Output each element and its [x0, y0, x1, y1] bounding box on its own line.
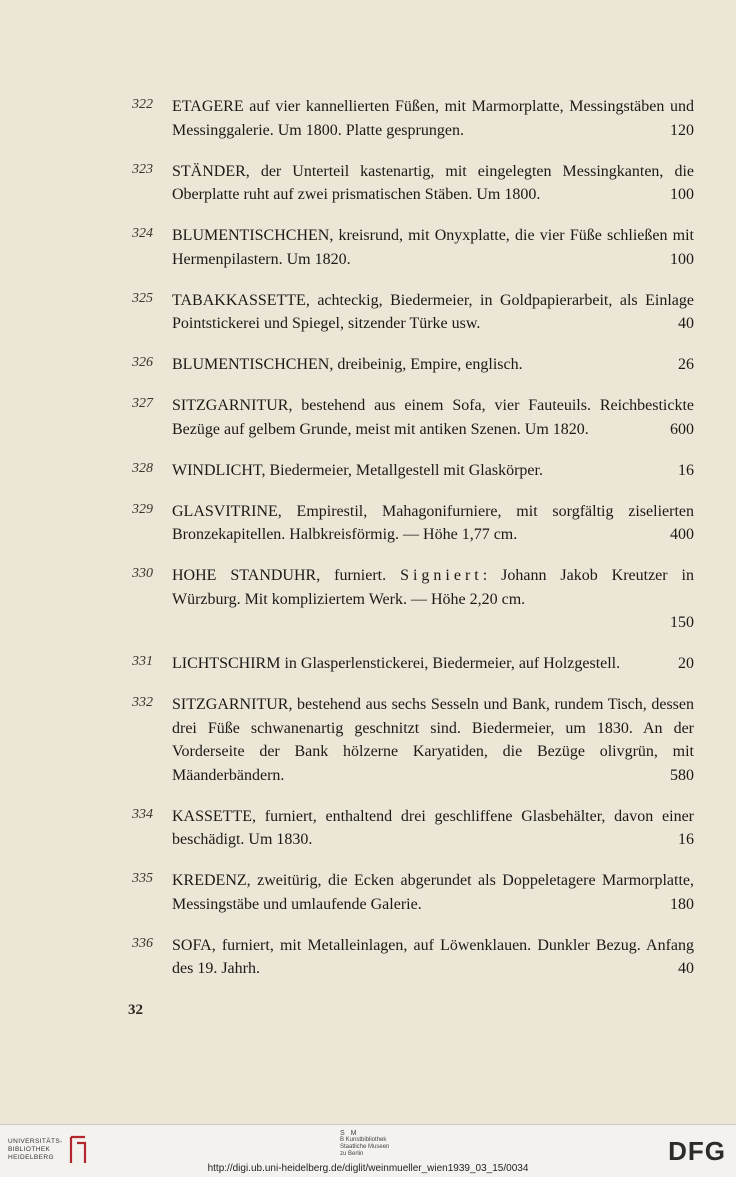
entry-description: SITZGARNITUR, bestehend aus einem Sofa, vier Fauteuils. Reichbestickte Bezüge auf gelbem Grunde, meist mit antiken Szenen. Um 1820.	[172, 397, 694, 438]
catalog-entry	[132, 564, 694, 635]
entry-description: TABAKKASSETTE, achteckig, Biedermeier, in Goldpapierarbeit, als Einlage Pointstickerei und Spiegel, sitzender Türke usw.	[172, 291, 694, 332]
entry-number: 330	[132, 566, 153, 581]
entry-number: 336	[132, 935, 153, 951]
entry-description-cont: : Johann Jakob Kreutzer in Würzburg. Mit kompliziertem Werk. — Höhe 2,20 cm.	[172, 567, 694, 608]
partner-museum-block	[340, 1130, 389, 1158]
catalog-entry	[132, 394, 694, 441]
entry-number: 327	[132, 396, 153, 411]
entry-description: ETAGERE auf vier kannellierten Füßen, mit Marmorplatte, Messingstäben und Messinggalerie. Um 1800. Platte gesprungen.	[172, 98, 694, 139]
library-emblem-icon	[67, 1135, 89, 1165]
partner-mark: S M	[340, 1130, 359, 1137]
partner-line: B Kunstbibliothek	[340, 1137, 387, 1143]
entry-number: 328	[132, 460, 153, 476]
entry-number: 323	[132, 161, 153, 177]
entry-description: BLUMENTISCHCHEN, dreibeinig, Empire, englisch.	[172, 356, 523, 373]
catalog-entry	[132, 95, 694, 142]
catalog-entry	[132, 869, 694, 916]
catalog-entry	[132, 160, 694, 207]
entry-price: 580	[670, 766, 694, 784]
dfg-logo[interactable]: DFG	[668, 1136, 726, 1166]
entry-price: 26	[678, 356, 694, 373]
catalog-entry	[132, 224, 694, 271]
entry-price: 40	[678, 960, 694, 977]
entry-number: 322	[132, 97, 153, 112]
entry-description: SOFA, furniert, mit Metalleinlagen, auf Löwenklauen. Dunkler Bezug. Anfang des 19. Jahrh.	[172, 936, 694, 977]
source-url-link[interactable]: http://digi.ub.uni-heidelberg.de/diglit/weinmueller_wien1939_03_15/0034	[207, 1163, 529, 1174]
entry-number: 326	[132, 355, 153, 370]
entry-price: 600	[670, 420, 694, 438]
entry-description: KASSETTE, furniert, enthaltend drei geschliffene Glasbehälter, davon einer beschädigt. Um 1830.	[172, 807, 694, 848]
entry-price: 150	[670, 614, 694, 631]
entry-number: 329	[132, 501, 153, 517]
catalog-entry	[132, 289, 694, 336]
entry-price: 16	[678, 461, 694, 479]
entry-price: 120	[670, 121, 694, 139]
entry-description: GLASVITRINE, Empirestil, Mahagonifurniere, mit sorgfältig ziselierten Bronzekapitellen. Halbkreisförmig. — Höhe 1,77 cm.	[172, 502, 694, 543]
entry-description: LICHTSCHIRM in Glasperlenstickerei, Biedermeier, auf Holzgestell.	[172, 655, 621, 672]
entry-number: 335	[132, 871, 153, 886]
logo-line: HEIDELBERG	[8, 1154, 54, 1161]
catalog-entry	[132, 805, 694, 852]
entry-description: WINDLICHT, Biedermeier, Metallgestell mit Glaskörper.	[172, 461, 543, 479]
entry-description: SITZGARNITUR, bestehend aus sechs Sesseln und Bank, rundem Tisch, dessen drei Füße schwanenartig geschnitzt sind. Biedermeier, um 1830. An der Vorderseite der Bank hölzerne Karyatiden, die Bezüge olivgrün, mit Mäanderbändern.	[172, 696, 694, 784]
entry-number: 325	[132, 290, 153, 306]
entry-number: 324	[132, 226, 153, 241]
entry-description: STÄNDER, der Unterteil kastenartig, mit eingelegten Messingkanten, die Oberplatte ruht auf zwei prismatischen Stäben. Um 1800.	[172, 162, 694, 203]
catalog-entries	[132, 95, 694, 998]
catalog-entry	[132, 353, 694, 377]
entry-price: 16	[678, 831, 694, 848]
entry-price: 180	[670, 895, 694, 913]
entry-description: KREDENZ, zweitürig, die Ecken abgerundet als Doppeletagere Marmorplatte, Messingstäbe und umlaufende Galerie.	[172, 872, 694, 913]
catalog-entry	[132, 934, 694, 981]
entry-number: 331	[132, 654, 153, 669]
entry-number: 332	[132, 695, 153, 710]
catalog-entry	[132, 652, 694, 676]
university-library-logo[interactable]	[8, 1135, 89, 1165]
entry-price: 100	[670, 186, 694, 203]
catalog-entry	[132, 693, 694, 787]
page-number: 32	[128, 1002, 143, 1018]
entry-number: 334	[132, 806, 153, 822]
logo-line: UNIVERSITÄTS-	[8, 1138, 63, 1145]
entry-price: 20	[678, 655, 694, 672]
partner-line: Staatliche Museen	[340, 1144, 390, 1150]
logo-line: BIBLIOTHEK	[8, 1146, 51, 1153]
entry-price: 40	[678, 315, 694, 332]
catalog-entry	[132, 459, 694, 483]
entry-description: HOHE STANDUHR, furniert.	[172, 567, 401, 584]
entry-description: BLUMENTISCHCHEN, kreisrund, mit Onyxplatte, die vier Füße schließen mit Hermenpilastern. Um 1820.	[172, 227, 694, 268]
signed-emphasis: Signiert	[400, 567, 483, 584]
entry-price: 100	[670, 250, 694, 268]
partner-line: zu Berlin	[340, 1151, 364, 1157]
entry-price: 400	[670, 526, 694, 543]
catalog-entry	[132, 500, 694, 547]
